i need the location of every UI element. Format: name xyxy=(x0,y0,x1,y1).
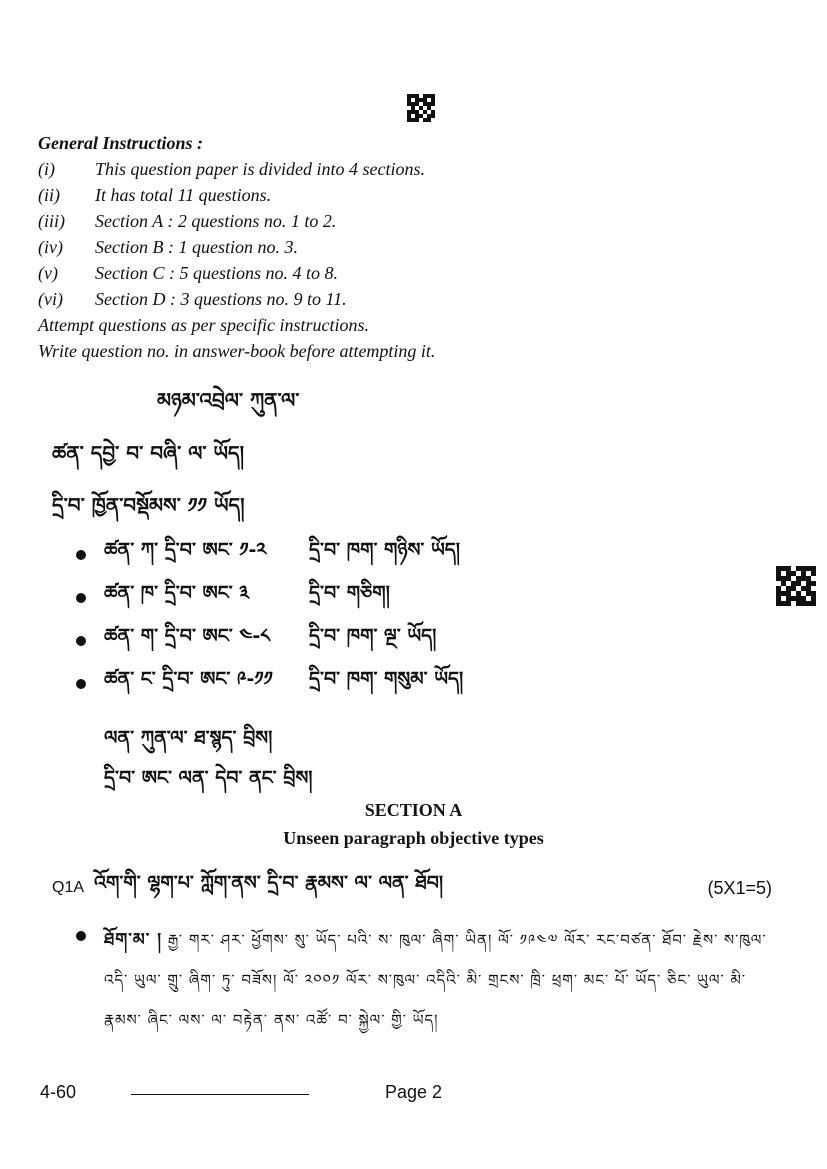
page-number: Page 2 xyxy=(385,1082,443,1102)
bullet-icon xyxy=(76,679,86,689)
general-instructions xyxy=(38,130,598,364)
instruction-number: (iv) xyxy=(38,237,63,257)
bullet-icon xyxy=(76,931,86,941)
tibetan-instructions-title: མཉམ་འབྲེལ་ ཀུན་ལ་ xyxy=(157,388,300,412)
instruction-item xyxy=(38,260,598,286)
qr-code-icon xyxy=(407,94,435,122)
instruction-item xyxy=(38,182,598,208)
instruction-text: Section A : 2 questions no. 1 to 2. xyxy=(95,211,337,231)
instruction-item xyxy=(38,208,598,234)
instruction-text: It has total 11 questions. xyxy=(95,185,272,205)
passage xyxy=(76,920,776,1040)
instruction-text: Section D : 3 questions no. 9 to 11. xyxy=(95,289,347,309)
section-subtitle: Unseen paragraph objective types xyxy=(283,828,544,848)
section-detail: དྲི་བ་ ཁག་ གསུམ་ ཡོད། xyxy=(309,667,464,690)
question-marks: (5X1=5) xyxy=(707,877,772,898)
section-label: ཚན་ ཁ་ དྲི་བ་ ཨང་ ༣ xyxy=(104,581,250,604)
tibetan-note: དྲི་བ་ ཨང་ ལན་ དེབ་ ནང་ བྲིས། xyxy=(104,767,313,789)
paper-code: 4-60 xyxy=(40,1082,77,1102)
instruction-item xyxy=(38,234,598,260)
section-detail: དྲི་བ་ ཁག་ གཉིས་ ཡོད། xyxy=(309,538,461,561)
section-detail: དྲི་བ་ གཅིག། xyxy=(309,581,390,604)
instruction-number: (vi) xyxy=(38,289,63,309)
bullet-icon xyxy=(76,636,86,646)
bullet-icon xyxy=(76,550,86,560)
tibetan-note: ལན་ ཀུན་ལ་ ཐ་སྙད་ བྲིས། xyxy=(104,727,273,749)
instruction-text: Section C : 5 questions no. 4 to 8. xyxy=(95,263,338,283)
instructions-heading: General Instructions : xyxy=(38,133,204,153)
instruction-number: (v) xyxy=(38,263,58,283)
instruction-text: Section B : 1 question no. 3. xyxy=(95,237,298,257)
qr-code-side-icon xyxy=(776,566,816,606)
instruction-item xyxy=(38,286,598,312)
passage-text xyxy=(104,920,776,1040)
passage-lead: ཐོག་མ་ ། xyxy=(104,930,163,950)
section-label: ཚན་ ཀ་ དྲི་བ་ ཨང་ ༡-༢ xyxy=(104,538,267,561)
section-title: SECTION A xyxy=(364,800,463,820)
section-label: ཚན་ ག་ དྲི་བ་ ཨང་ ༤-༨ xyxy=(104,624,270,647)
instruction-item xyxy=(38,156,598,182)
question-label: Q1A xyxy=(52,879,85,896)
bullet-icon xyxy=(76,593,86,603)
tibetan-instruction-line: དྲི་བ་ ཁྱོན་བསྡོམས་ ༡༡ ཡོད། xyxy=(52,493,245,517)
page-footer xyxy=(0,1082,827,1106)
instruction-note: Attempt questions as per specific instructions. xyxy=(38,315,369,335)
section-detail: དྲི་བ་ ཁག་ ལྔ་ ཡོད། xyxy=(309,624,437,647)
section-label: ཚན་ ང་ དྲི་བ་ ཨང་ ༩-༡༡ xyxy=(104,667,273,690)
passage-body: རྒྱ་ གར་ ཤར་ ཕྱོགས་ སུ་ ཡོད་ པའི་ ས་ ཁུལ་ ཞིག་ ཡིན། ལོ་ ༡༩༤༧ ལོར་ རང་བཙན་ ཐོབ་ རྗེས་ ས་ཁུལ་ འདི་ ཡུལ་ གྲུ་ ཞིག་ ཏུ་ བཟོས། ལོ་ ༢༠༠༡ ལོར་ ས་ཁུལ་ འདིའི་ མི་ གྲངས་ ཁྲི་ ཕྲག་ མང་ པོ་ ཡོད་ ཅིང་ ཡུལ་ མི་ རྣམས་ ཞིང་ ལས་ ལ་ བརྟེན་ ནས་ འཚོ་ བ་ སྐྱེལ་ གྱི་ ཡོད། xyxy=(104,931,767,1029)
question-row xyxy=(52,873,772,903)
instruction-number: (ii) xyxy=(38,185,60,205)
tibetan-instruction-line: ཚན་ དབྱེ་ བ་ བཞི་ ལ་ ཡོད། xyxy=(52,441,245,465)
instruction-note: Write question no. in answer-book before attempting it. xyxy=(38,341,436,361)
list-item xyxy=(76,662,616,705)
instruction-number: (iii) xyxy=(38,211,65,231)
instruction-number: (i) xyxy=(38,159,55,179)
instruction-text: This question paper is divided into 4 sections. xyxy=(95,159,425,179)
question-text: འོག་གི་ ལྷག་པ་ ཀློག་ནས་ དྲི་བ་ རྣམས་ ལ་ ལན་ ཐོབ། xyxy=(94,872,444,894)
tibetan-section-list xyxy=(76,533,616,705)
footer-divider xyxy=(131,1094,309,1095)
